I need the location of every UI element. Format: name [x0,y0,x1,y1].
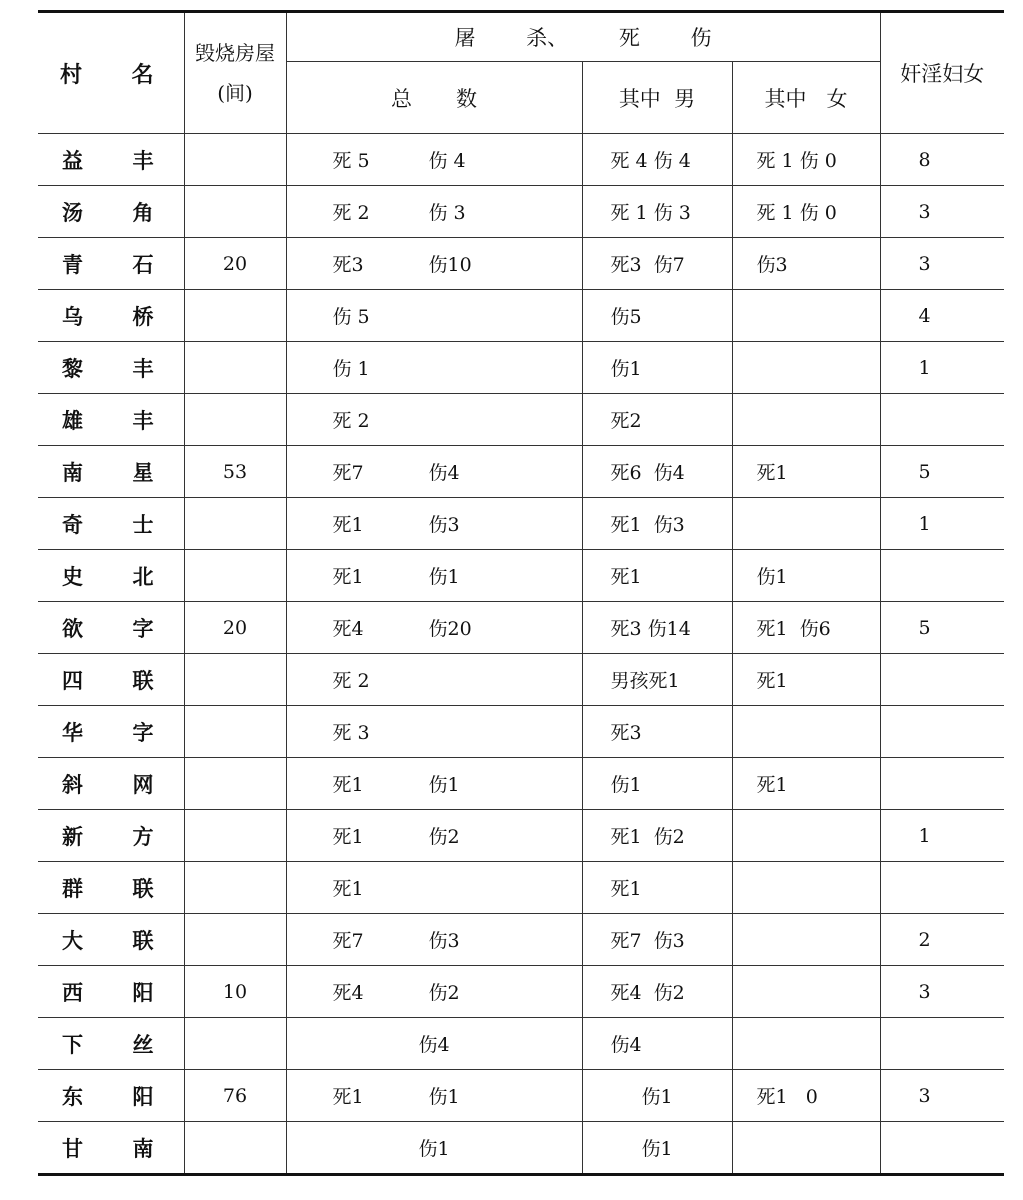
killing-header [286,12,880,62]
rape-cell: 3 [880,186,1004,238]
total-header [286,62,582,134]
burned-houses-cell: 20 [184,602,286,654]
female-cell [732,290,880,342]
village-cell [38,1070,184,1122]
village-cell [38,966,184,1018]
total-cell [286,186,582,238]
village-cell [38,446,184,498]
village-cell [38,498,184,550]
village-name-char-2: 角 [132,199,154,225]
village-name-char-2: 石 [132,251,154,277]
total-dead: 死1 [332,566,364,588]
total-cell [286,810,582,862]
male-cell: 伤1 [582,1070,732,1122]
village-name-char-2: 阳 [132,1083,154,1109]
village-cell [38,186,184,238]
total-cell [286,1070,582,1122]
rape-cell: 5 [880,602,1004,654]
village-name-char-1: 乌 [62,303,83,329]
male-cell: 死4 伤2 [582,966,732,1018]
rape-cell [880,758,1004,810]
male-cell: 死3 伤14 [582,602,732,654]
total-cell [286,394,582,446]
male-cell: 伤4 [582,1018,732,1070]
total-injured: 伤1 [418,1138,450,1160]
burned-houses-cell [184,342,286,394]
male-cell: 伤5 [582,290,732,342]
rape-cell: 2 [880,914,1004,966]
village-name-char-2: 北 [132,563,154,589]
rape-cell [880,550,1004,602]
village-header [38,12,184,134]
burned-houses-cell [184,1122,286,1175]
village-name-char-1: 青 [62,251,83,277]
table-row [38,706,1004,758]
male-cell: 死3 伤7 [582,238,732,290]
total-cell [286,966,582,1018]
table-row [38,758,1004,810]
total-cell [286,550,582,602]
killing-header-char-2: 杀、 [526,26,569,50]
village-cell [38,862,184,914]
rape-cell [880,706,1004,758]
male-cell: 死 1 伤 3 [582,186,732,238]
female-cell [732,342,880,394]
village-cell [38,1122,184,1175]
burned-houses-cell [184,862,286,914]
female-cell: 死 1 伤 0 [732,186,880,238]
village-name-char-2: 丰 [132,407,154,433]
total-dead: 伤 1 [332,358,370,380]
total-injured: 伤3 [428,930,460,952]
rape-cell [880,394,1004,446]
village-cell [38,550,184,602]
village-name-char-1: 西 [62,979,83,1005]
total-injured: 伤20 [428,618,472,640]
male-cell: 死1 伤2 [582,810,732,862]
male-header: 其中 男 [582,62,732,134]
village-cell [38,602,184,654]
burned-houses-cell: 76 [184,1070,286,1122]
village-cell [38,134,184,186]
male-cell: 死2 [582,394,732,446]
total-dead: 死 3 [332,722,370,744]
total-cell [286,602,582,654]
village-name-char-2: 阳 [132,979,154,1005]
burned-houses-header [184,12,286,134]
female-cell [732,914,880,966]
table-row [38,238,1004,290]
rape-cell: 1 [880,342,1004,394]
total-cell [286,1018,582,1070]
village-cell [38,810,184,862]
total-injured: 伤2 [428,982,460,1004]
female-cell: 死 1 伤 0 [732,134,880,186]
rape-cell [880,1018,1004,1070]
female-cell: 伤1 [732,550,880,602]
rape-cell: 5 [880,446,1004,498]
male-cell: 死6 伤4 [582,446,732,498]
total-injured: 伤1 [428,774,460,796]
total-cell [286,654,582,706]
table-row [38,1070,1004,1122]
village-cell [38,654,184,706]
total-injured: 伤4 [428,462,460,484]
village-name-char-1: 下 [62,1031,83,1057]
total-cell [286,290,582,342]
village-cell [38,758,184,810]
total-injured: 伤1 [428,566,460,588]
female-cell: 死1 [732,654,880,706]
male-cell: 死1 [582,550,732,602]
total-dead: 死 2 [332,202,370,224]
burned-houses-cell [184,134,286,186]
total-dead: 死1 [332,1086,364,1108]
village-name-char-1: 欲 [62,615,83,641]
total-dead: 死1 [332,514,364,536]
female-cell: 死1 0 [732,1070,880,1122]
village-name-char-2: 字 [132,719,154,745]
village-name-char-1: 奇 [62,511,83,537]
village-name-char-1: 益 [62,147,83,173]
total-header-char-1: 总 [391,86,412,111]
total-dead: 死7 [332,930,364,952]
female-cell: 伤3 [732,238,880,290]
village-name-char-1: 南 [62,459,83,485]
village-name-char-2: 丝 [132,1031,154,1057]
total-dead: 死 5 [332,150,370,172]
burned-houses-cell: 20 [184,238,286,290]
burned-houses-cell [184,186,286,238]
female-cell [732,706,880,758]
rape-cell: 3 [880,238,1004,290]
village-cell [38,394,184,446]
table-row [38,862,1004,914]
total-cell [286,134,582,186]
village-name-char-2: 星 [132,459,154,485]
village-header-char-2: 名 [131,61,154,88]
table-row [38,134,1004,186]
table-row [38,914,1004,966]
burned-houses-cell [184,394,286,446]
burned-houses-cell [184,914,286,966]
total-cell [286,446,582,498]
total-cell [286,862,582,914]
village-name-char-1: 东 [62,1083,83,1109]
total-injured: 伤3 [428,514,460,536]
total-dead: 死1 [332,826,364,848]
village-cell [38,238,184,290]
male-cell: 伤1 [582,342,732,394]
total-cell [286,498,582,550]
table-row [38,342,1004,394]
village-name-char-2: 丰 [132,355,154,381]
burned-houses-cell [184,810,286,862]
total-dead: 死4 [332,982,364,1004]
male-cell: 死7 伤3 [582,914,732,966]
rape-cell: 3 [880,966,1004,1018]
female-cell [732,1122,880,1175]
village-name-char-1: 华 [62,719,83,745]
female-cell [732,810,880,862]
village-header-char-1: 村 [60,61,83,88]
table-row [38,446,1004,498]
village-name-char-1: 斜 [62,771,83,797]
village-name-char-1: 甘 [62,1135,83,1161]
table-row [38,498,1004,550]
village-name-char-2: 丰 [132,147,154,173]
village-name-char-2: 士 [132,511,154,537]
female-header: 其中 女 [732,62,880,134]
table-row [38,654,1004,706]
rape-header: 奸淫妇女 [880,12,1004,134]
burned-houses-cell [184,1018,286,1070]
rape-cell [880,654,1004,706]
village-name-char-1: 黎 [62,355,83,381]
village-name-char-2: 联 [132,875,154,901]
total-dead: 死4 [332,618,364,640]
female-cell: 死1 伤6 [732,602,880,654]
rape-cell: 1 [880,498,1004,550]
total-injured: 伤10 [428,254,472,276]
total-injured: 伤4 [418,1034,450,1056]
burned-houses-cell [184,290,286,342]
rape-cell [880,862,1004,914]
total-cell [286,914,582,966]
village-name-char-2: 南 [132,1135,154,1161]
female-cell [732,1018,880,1070]
total-cell [286,758,582,810]
male-cell: 死1 伤3 [582,498,732,550]
village-name-char-1: 雄 [62,407,83,433]
village-name-char-2: 联 [132,667,154,693]
table-row [38,1018,1004,1070]
burned-houses-cell [184,550,286,602]
table-row [38,810,1004,862]
burned-houses-header-line1: 毁烧房屋 [195,41,275,65]
total-injured: 伤2 [428,826,460,848]
village-cell [38,706,184,758]
total-injured: 伤1 [428,1086,460,1108]
total-cell [286,342,582,394]
burned-houses-cell [184,706,286,758]
killing-header-char-4: 伤 [690,26,712,50]
total-dead: 死1 [332,774,364,796]
rape-cell: 8 [880,134,1004,186]
village-name-char-1: 史 [62,563,83,589]
burned-houses-header-line2: (间) [217,81,253,105]
killing-header-char-3: 死 [618,26,640,50]
table-row [38,186,1004,238]
male-cell: 死3 [582,706,732,758]
total-dead: 死 2 [332,410,370,432]
village-cell [38,1018,184,1070]
female-cell [732,498,880,550]
total-dead: 死7 [332,462,364,484]
male-cell: 伤1 [582,1122,732,1175]
total-dead: 死3 [332,254,364,276]
female-cell [732,394,880,446]
burned-houses-cell: 10 [184,966,286,1018]
village-name-char-2: 桥 [132,303,154,329]
total-cell [286,1122,582,1175]
table-row [38,550,1004,602]
total-injured: 伤 3 [428,202,466,224]
table-row [38,602,1004,654]
total-dead: 伤 5 [332,306,370,328]
village-name-char-1: 汤 [62,199,83,225]
rape-cell: 1 [880,810,1004,862]
village-name-char-2: 网 [132,771,154,797]
total-cell [286,706,582,758]
female-cell [732,862,880,914]
male-cell: 死1 [582,862,732,914]
village-name-char-2: 字 [132,615,154,641]
male-cell: 男孩死1 [582,654,732,706]
female-cell: 死1 [732,446,880,498]
total-injured: 伤 4 [428,150,466,172]
village-cell [38,914,184,966]
male-cell: 伤1 [582,758,732,810]
village-name-char-2: 联 [132,927,154,953]
table-row [38,394,1004,446]
village-name-char-2: 方 [132,823,154,849]
killing-header-char-1: 屠 [454,26,476,50]
village-name-char-1: 新 [62,823,83,849]
village-cell [38,342,184,394]
village-name-char-1: 群 [62,875,83,901]
total-dead: 死1 [332,878,364,900]
village-cell [38,290,184,342]
table-row [38,290,1004,342]
table-row [38,966,1004,1018]
rape-cell: 4 [880,290,1004,342]
rape-cell [880,1122,1004,1175]
burned-houses-cell: 53 [184,446,286,498]
male-cell: 死 4 伤 4 [582,134,732,186]
total-cell [286,238,582,290]
burned-houses-cell [184,498,286,550]
total-header-char-2: 数 [456,86,477,111]
casualty-table [38,10,1004,1176]
female-cell [732,966,880,1018]
female-cell: 死1 [732,758,880,810]
village-name-char-1: 四 [62,667,83,693]
burned-houses-cell [184,654,286,706]
burned-houses-cell [184,758,286,810]
village-name-char-1: 大 [62,927,83,953]
total-dead: 死 2 [332,670,370,692]
table-row [38,1122,1004,1175]
rape-cell: 3 [880,1070,1004,1122]
